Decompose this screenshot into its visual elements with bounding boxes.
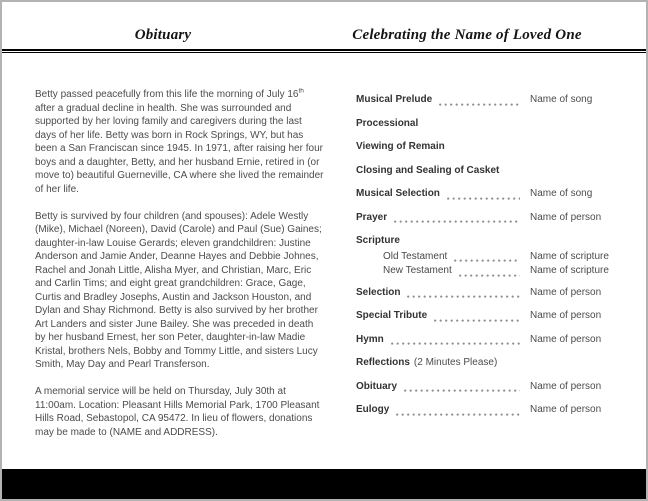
program-value: Name of scripture (530, 250, 609, 262)
dot-leader (434, 318, 520, 322)
program-label: Closing and Sealing of Casket (356, 164, 500, 176)
dot-leader (459, 273, 520, 277)
dot-leader (454, 258, 520, 262)
program-row-obituary (356, 381, 630, 394)
dot-leader (447, 196, 520, 200)
obituary-p1-superscript: th (298, 87, 304, 95)
program-label: Selection (356, 286, 401, 298)
program-row-processional (356, 118, 630, 131)
program-row-special-tribute (356, 310, 630, 323)
dot-leader (407, 294, 520, 298)
program-label: Old Testament (383, 250, 448, 262)
program-row-reflections (356, 357, 630, 370)
program-row-eulogy (356, 404, 630, 417)
dot-leader (394, 219, 520, 223)
obituary-paragraph-3: A memorial service will be held on Thursday, July 30th at 11:00am. Location: Pleasant Hills Memorial Park, 1700 Pleasant Hills Road, Sebastopol, CA 95472. In lieu of flowers, donations may be made to (NAME and ADDRESS). (35, 386, 320, 438)
program-value: Name of person (530, 333, 602, 345)
header-rule (2, 49, 646, 53)
program-row-viewing-of-remain (356, 141, 630, 154)
obituary-paragraph-2: Betty is survived by four children (and spouses): Adele Westly (Mike), Michael (Noreen), David (Carole) and Paul (Sue) Gaines; daughter-in-law Louise Gerards; eleven grandchildren: Justine Anderson and Jamie Ander, Deanne Hayes and Debbie Johnes, Rachel and Jonah Little, Alisha Myer, and Christian, Marc, Eric and Carlin Tims; and eight great grandchildren: Grace, Gage, Curtis and Bradley Josephs, Austin and Jackson Houston, and Dylan and Shay Richmond. Betty is also survived by her brother Art Landers and sister June Bailey. She was preceded in death by her husband Ernest, her son Peter, daughter-in-law Madie Kristal, brothers Nels, Bobby and Tommy Little, and sisters Lucy Smith, May Day and Pearl Transferson. (35, 210, 322, 370)
program-row-scripture (356, 235, 630, 248)
program-value: Name of person (530, 211, 602, 223)
left-column-title: Obituary (134, 27, 192, 43)
dot-leader (396, 412, 520, 416)
program-label: Eulogy (356, 404, 390, 415)
program-label: Prayer (356, 211, 388, 223)
program-label: Reflections (356, 357, 410, 368)
program-label: Hymn (356, 333, 384, 345)
program-row-old-testament (356, 251, 630, 264)
program-label: Special Tribute (356, 310, 428, 321)
program-label: New Testament (383, 265, 452, 276)
program-value: Name of scripture (530, 265, 609, 276)
header-rule-thin (2, 52, 646, 53)
program-value: Name of song (530, 188, 593, 199)
obituary-p1-start: Betty passed peacefully from this life the morning of July 16 (35, 89, 299, 100)
dot-leader (439, 102, 520, 106)
program-value: Name of person (530, 404, 602, 415)
dot-leader (404, 388, 520, 392)
program-label: Processional (356, 117, 419, 129)
program-row-musical-selection (356, 188, 630, 201)
program-row-hymn (356, 334, 630, 347)
footer-accent-bar (2, 469, 646, 499)
program-row-musical-prelude (356, 94, 630, 107)
program-value: Name of person (530, 380, 602, 392)
program-label-suffix: (2 Minutes Please) (413, 357, 498, 368)
obituary-paragraph-1 (35, 88, 325, 196)
program-row-selection (356, 287, 630, 300)
program-row-closing-and-sealing (356, 165, 630, 178)
program-value: Name of person (530, 310, 602, 321)
obituary-text (35, 88, 325, 439)
dot-leader (391, 341, 520, 345)
program-value: Name of person (530, 286, 602, 298)
page-header (2, 2, 646, 49)
program-row-prayer (356, 212, 630, 225)
program-value: Name of song (530, 94, 593, 105)
obituary-p1-rest: after a gradual decline in health. She was surrounded and supported by her loving family and caregivers during the last days of her life. Betty was born in Rock Springs, WY, but has been a San Franciscan since 1945. In 1971, after raising her four boys and a daughter, Betty, and her husband Ernie, retired in (or move to) beautiful Guerneville, CA where she lived the remainder of her life. (35, 102, 324, 195)
program-label: Obituary (356, 380, 398, 392)
program-label: Scripture (356, 235, 400, 246)
program-label: Viewing of Remain (356, 141, 445, 152)
program-label: Musical Prelude (356, 94, 433, 105)
right-column-title: Celebrating the Name of Loved One (352, 27, 582, 43)
program-label: Musical Selection (356, 188, 440, 199)
order-of-service (356, 94, 630, 428)
program-row-new-testament (356, 265, 630, 278)
